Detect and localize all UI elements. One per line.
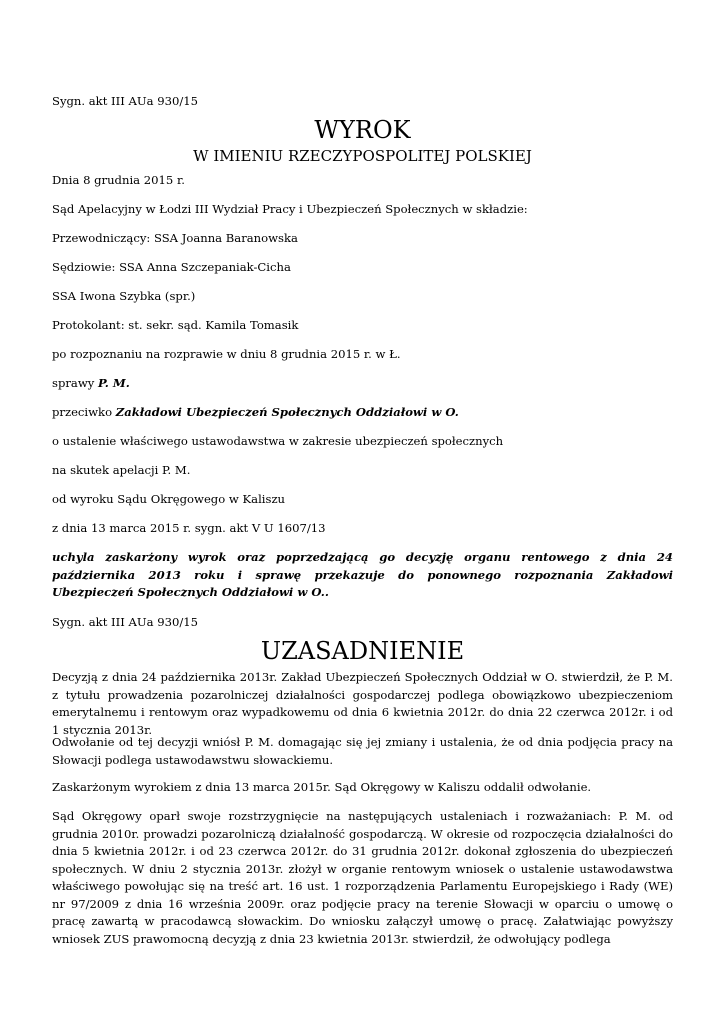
justification-case-reference: Sygn. akt III AUa 930/15 — [52, 615, 198, 629]
justification-paragraph-3: Zaskarżonym wyrokiem z dnia 13 marca 2015r. Sąd Okręgowy w Kaliszu oddalił odwołanie. — [52, 780, 592, 794]
judges: Sędziowie: SSA Anna Szczepaniak-Cicha — [52, 260, 291, 274]
lower-court-judgment: od wyroku Sądu Okręgowego w Kaliszu — [52, 492, 286, 506]
case-party-line — [52, 376, 130, 391]
court-composition: Sąd Apelacyjny w Łodzi III Wydział Pracy i Ubezpieczeń Społecznych w składzie: — [52, 202, 528, 216]
appeal-info: na skutek apelacji P. M. — [52, 463, 191, 477]
defendant-line — [52, 405, 459, 420]
justification-paragraph-1: Decyzją z dnia 24 października 2013r. Zakład Ubezpieczeń Społecznych Oddział w O. stwierdził, że P. M. z tytułu prowadzenia pozarolniczej działalności gospodarczej podlega obowiązkowo ubezpieczeniom emerytalnemu i rentowym oraz wypadkowemu od dnia 6 kwietnia 2012r. do dnia 22 czerwca 2012r. i od 1 stycznia 2013r. — [52, 670, 673, 737]
hearing-info: po rozpoznaniu na rozprawie w dniu 8 grudnia 2015 r. w Ł. — [52, 347, 401, 361]
judge-reporting: SSA Iwona Szybka (spr.) — [52, 289, 196, 303]
court-clerk: Protokolant: st. sekr. sąd. Kamila Tomasik — [52, 318, 299, 332]
justification-paragraph-2: Odwołanie od tej decyzji wniósł P. M. domagając się jej zmiany i ustalenia, że od dnia podjęcia pracy na Słowacji podlega ustawodawstwu słowackiemu. — [52, 735, 673, 767]
case-prefix: sprawy — [52, 376, 98, 390]
against-prefix: przeciwko — [52, 405, 116, 419]
case-subject: o ustalenie właściwego ustawodawstwa w zakresie ubezpieczeń społecznych — [52, 434, 504, 448]
case-reference: Sygn. akt III AUa 930/15 — [52, 94, 198, 108]
justification-paragraph-4: Sąd Okręgowy oparł swoje rozstrzygnięcie na następujących ustaleniach i rozważaniach: P. M. od grudnia 2010r. prowadzi pozarolniczą działalność gospodarczą. W okresie od rozpoczęcia działalności do dnia 5 kwietnia 2012r. i od 23 czerwca 2012r. do 31 grudnia 2012r. dokonał zgłoszenia do ubezpieczeń społecznych. W dniu 2 stycznia 2013r. złożył w organie rentowym wniosek o ustalenie ustawodawstwa właściwego powołując się na treść art. 16 ust. 1 rozporządzenia Parlamentu Europejskiego i Rady (WE) nr 97/2009 z dnia 16 września 2009r. oraz podjęcie pracy na terenie Słowacji w oparciu o umowę o pracę zawartą w pracodawcą słowackim. Do wniosku załączył umowę o pracę. Załatwiając powyższy wniosek ZUS prawomocną decyzją z dnia 23 kwietnia 2013r. stwierdził, że odwołujący podlega — [52, 809, 673, 946]
verdict-date: Dnia 8 grudnia 2015 r. — [52, 173, 185, 187]
judgment-date: z dnia 13 marca 2015 r. sygn. akt V U 1607/13 — [52, 521, 326, 535]
defendant-name: Zakładowi Ubezpieczeń Społecznych Oddziałowi w O. — [115, 405, 459, 419]
party-name: P. M. — [98, 376, 130, 390]
justification-title: UZASADNIENIE — [260, 637, 465, 665]
presiding-judge: Przewodniczący: SSA Joanna Baranowska — [52, 231, 298, 245]
document-title: WYROK — [314, 116, 411, 144]
document-subtitle: W IMIENIU RZECZYPOSPOLITEJ POLSKIEJ — [193, 147, 532, 165]
ruling-text: uchyla zaskarżony wyrok oraz poprzedzającą go decyzję organu rentowego z dnia 24 października 2013 roku i sprawę przekazuje do ponownego rozpoznania Zakładowi Ubezpieczeń Społecznych Oddziałowi w O.. — [52, 550, 673, 599]
